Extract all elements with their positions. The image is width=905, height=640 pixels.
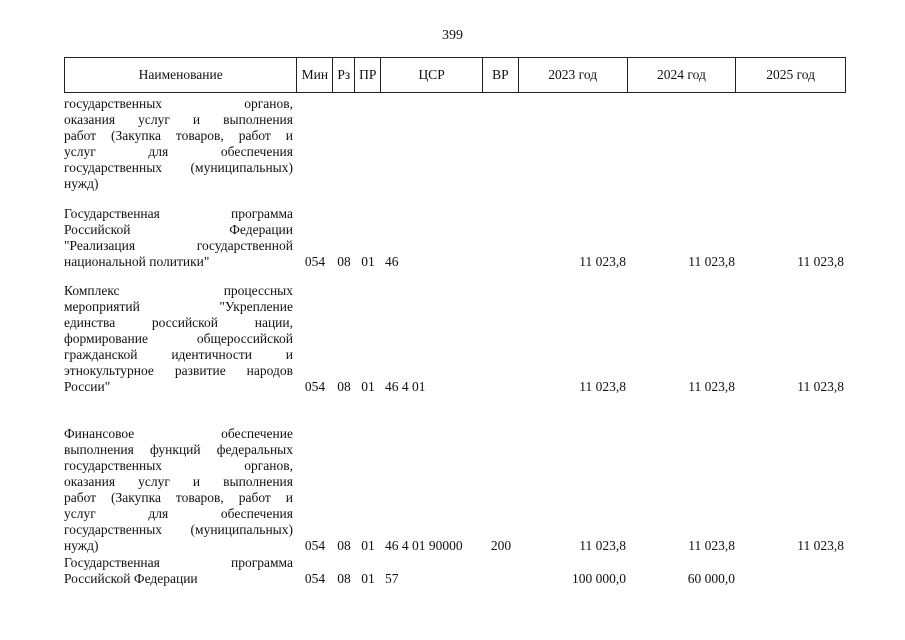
cell-2023: 11 023,8 bbox=[579, 379, 626, 394]
cell-min: 054 bbox=[304, 379, 326, 394]
cell-csr: 46 4 01 90000 bbox=[385, 538, 463, 553]
cell-min: 054 bbox=[304, 571, 326, 586]
name-line: оказания услуг и выполнения bbox=[64, 112, 293, 127]
name-line: государственных (муниципальных) bbox=[64, 522, 293, 537]
name-line: выполнения функций федеральных bbox=[64, 442, 293, 457]
name-line: государственных органов, bbox=[64, 96, 293, 111]
cell-min: 054 bbox=[304, 538, 326, 553]
cell-csr: 46 bbox=[385, 254, 399, 269]
name-line: Государственная программа bbox=[64, 206, 293, 221]
header-pr: ПР bbox=[355, 58, 381, 92]
table-header bbox=[64, 57, 846, 93]
name-line: нужд) bbox=[64, 538, 99, 553]
cell-rz: 08 bbox=[337, 379, 351, 394]
cell-name bbox=[64, 96, 297, 192]
header-name: Наименование bbox=[65, 58, 297, 92]
name-line: формирование общероссийской bbox=[64, 331, 293, 346]
name-line: единства российской нации, bbox=[64, 315, 293, 330]
cell-2023: 100 000,0 bbox=[572, 571, 626, 586]
cell-2024: 60 000,0 bbox=[687, 571, 735, 586]
cell-2023: 11 023,8 bbox=[579, 254, 626, 269]
name-line: работ (Закупка товаров, работ и bbox=[64, 490, 293, 505]
table-row bbox=[64, 426, 846, 554]
name-line: Российской Федерации bbox=[64, 571, 198, 586]
cell-2024: 11 023,8 bbox=[688, 254, 735, 269]
cell-csr: 46 4 01 bbox=[385, 379, 426, 394]
cell-name bbox=[64, 206, 297, 270]
name-line: оказания услуг и выполнения bbox=[64, 474, 293, 489]
cell-name bbox=[64, 555, 297, 587]
cell-rz: 08 bbox=[337, 254, 351, 269]
page-number: 399 bbox=[442, 28, 463, 43]
name-line: услуг для обеспечения bbox=[64, 144, 293, 159]
cell-2025: 11 023,8 bbox=[797, 538, 844, 553]
table-row bbox=[64, 283, 846, 395]
table-row bbox=[64, 96, 846, 192]
name-line: государственных (муниципальных) bbox=[64, 160, 293, 175]
header-min: Мин bbox=[297, 58, 333, 92]
name-line: национальной политики" bbox=[64, 254, 210, 269]
cell-2024: 11 023,8 bbox=[688, 379, 735, 394]
name-line: мероприятий "Укрепление bbox=[64, 299, 293, 314]
cell-csr: 57 bbox=[385, 571, 399, 586]
name-line: Российской Федерации bbox=[64, 222, 293, 237]
cell-2024: 11 023,8 bbox=[688, 538, 735, 553]
cell-2025: 11 023,8 bbox=[797, 379, 844, 394]
cell-min: 054 bbox=[304, 254, 326, 269]
cell-rz: 08 bbox=[337, 538, 351, 553]
name-line: работ (Закупка товаров, работ и bbox=[64, 128, 293, 143]
cell-pr: 01 bbox=[361, 379, 375, 394]
header-rz: Рз bbox=[333, 58, 355, 92]
name-line: Комплекс процессных bbox=[64, 283, 293, 298]
header-2023: 2023 год bbox=[519, 58, 628, 92]
cell-2023: 11 023,8 bbox=[579, 538, 626, 553]
name-line: этнокультурное развитие народов bbox=[64, 363, 293, 378]
name-line: нужд) bbox=[64, 176, 99, 191]
cell-vr: 200 bbox=[490, 538, 512, 553]
name-line: государственных органов, bbox=[64, 458, 293, 473]
cell-rz: 08 bbox=[337, 571, 351, 586]
name-line: Финансовое обеспечение bbox=[64, 426, 293, 441]
cell-pr: 01 bbox=[361, 571, 375, 586]
cell-name bbox=[64, 283, 297, 395]
name-line: "Реализация государственной bbox=[64, 238, 293, 253]
cell-pr: 01 bbox=[361, 538, 375, 553]
header-2024: 2024 год bbox=[628, 58, 737, 92]
header-csr: ЦСР bbox=[381, 58, 483, 92]
name-line: России" bbox=[64, 379, 111, 394]
table-row bbox=[64, 206, 846, 270]
name-line: услуг для обеспечения bbox=[64, 506, 293, 521]
cell-pr: 01 bbox=[361, 254, 375, 269]
cell-2025: 11 023,8 bbox=[797, 254, 844, 269]
name-line: Государственная программа bbox=[64, 555, 293, 570]
table-row bbox=[64, 555, 846, 587]
cell-name bbox=[64, 426, 297, 554]
name-line: гражданской идентичности и bbox=[64, 347, 293, 362]
header-vr: ВР bbox=[483, 58, 519, 92]
header-2025: 2025 год bbox=[766, 67, 816, 82]
